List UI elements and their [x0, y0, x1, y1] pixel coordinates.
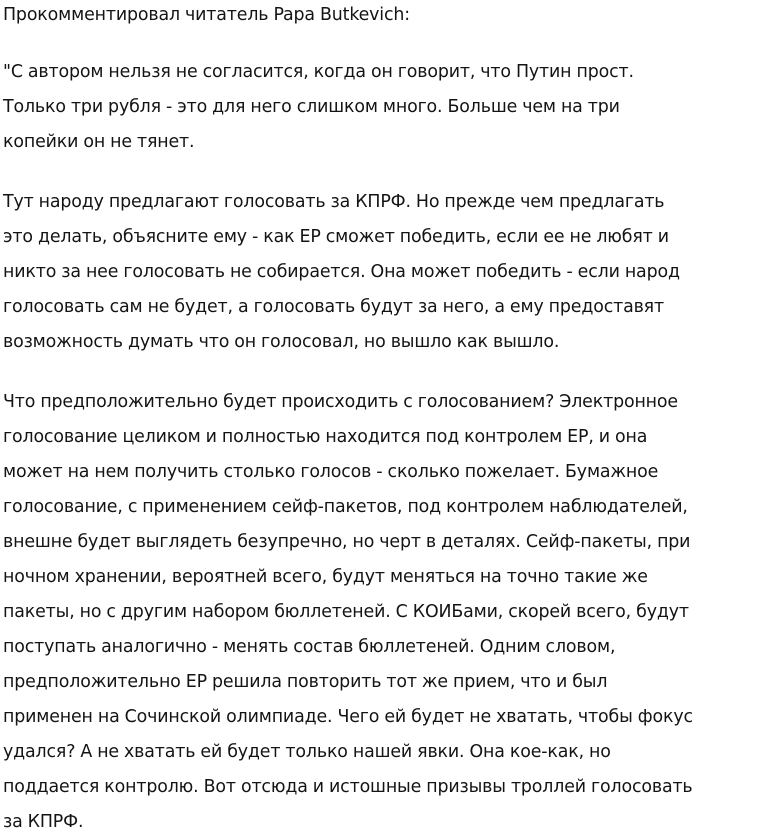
paragraph-line: может на нем получить столько голосов - сколько пожелает. Бумажное	[3, 462, 659, 482]
paragraph-1	[3, 55, 755, 160]
paragraph-line: это делать, объясните ему - как ЕР сможет победить, если ее не любят и	[3, 227, 669, 247]
paragraph-line: ночном хранении, вероятней всего, будут меняться на точно такие же	[3, 567, 648, 587]
paragraph-line: голосование, с применением сейф-пакетов, под контролем наблюдателей,	[3, 497, 688, 517]
paragraph-line: копейки он не тянет.	[3, 132, 195, 152]
paragraph-line: удался? А не хватать ей будет только нашей явки. Она кое-как, но	[3, 742, 611, 762]
paragraph-line: возможность думать что он голосовал, но вышло как вышло.	[3, 332, 560, 352]
paragraph-line: голосование целиком и полностью находится под контролем ЕР, и она	[3, 427, 648, 447]
paragraph-line: голосовать сам не будет, а голосовать будут за него, а ему предоставят	[3, 297, 664, 317]
paragraph-2	[3, 185, 755, 360]
paragraph-line: "С автором нельзя не согласится, когда он говорит, что Путин прост.	[3, 62, 634, 82]
paragraph-line: Что предположительно будет происходить с голосованием? Электронное	[3, 392, 678, 412]
paragraph-3	[3, 385, 755, 840]
paragraph-line: применен на Сочинской олимпиаде. Чего ей будет не хватать, чтобы фокус	[3, 707, 693, 727]
paragraph-line: Только три рубля - это для него слишком много. Больше чем на три	[3, 97, 620, 117]
paragraph-line: поступать аналогично - менять состав бюллетеней. Одним словом,	[3, 637, 616, 657]
paragraph-line: Тут народу предлагают голосовать за КПРФ. Но прежде чем предлагать	[3, 192, 665, 212]
paragraph-line: поддается контролю. Вот отсюда и истошные призывы троллей голосовать	[3, 777, 693, 797]
paragraph-line: никто за нее голосовать не собирается. Она может победить - если народ	[3, 262, 680, 282]
paragraph-line: предположительно ЕР решила повторить тот же прием, что и был	[3, 672, 608, 692]
paragraph-line: пакеты, но с другим набором бюллетеней. С КОИБами, скорей всего, будут	[3, 602, 689, 622]
comment-intro: Прокомментировал читатель Papa Butkevich:	[3, 5, 410, 25]
paragraph-line: за КПРФ.	[3, 812, 84, 832]
paragraph-line: внешне будет выглядеть безупречно, но черт в деталях. Сейф-пакеты, при	[3, 532, 691, 552]
